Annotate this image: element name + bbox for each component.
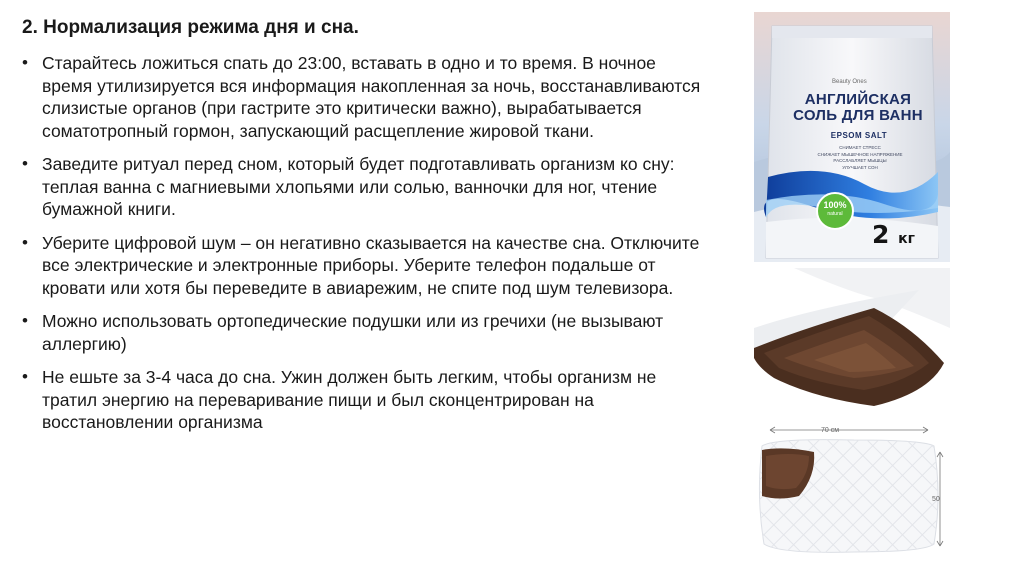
bullet-marker: •	[22, 154, 28, 173]
package-description-line: УЛУЧШАЕТ СОН	[842, 164, 878, 170]
package-description-line: РАССЛАБЛЯЕТ МЫШЦЫ	[833, 158, 887, 163]
weight-unit: кг	[898, 231, 915, 247]
bullet-text: Можно использовать ортопедические подушки или из гречихи (не вызывают аллергию)	[42, 311, 664, 354]
natural-badge	[816, 192, 854, 230]
slide-title: 2. Нормализация режима дня и сна.	[22, 17, 359, 38]
buckwheat-husk-image	[754, 268, 950, 413]
weight-number: 2	[872, 220, 890, 249]
pillow-photo-icon	[754, 416, 950, 564]
bullet-text: Заведите ритуал перед сном, который будет подготавливать организм ко сну: теплая ванна с магниевыми хлопьями или солью, ванночки для ног, чтение бумажной книги.	[42, 154, 675, 219]
package-description-line: СНИМАЕТ СТРЕСС	[839, 145, 881, 150]
package-brand: Beauty Ones	[832, 79, 867, 85]
bullet-marker: •	[22, 367, 28, 386]
bullet-text: Старайтесь ложиться спать до 23:00, вставать в одно и то время. В ночное время утилизируется вся информация накопленная за ночь, восстанавливаются слизистые органов (при гастрите это критически важно), вырабатывается соматотропный гормон, запускающий расщепление жировой ткани.	[42, 53, 701, 141]
bullet-text: Не ешьте за 3-4 часа до сна. Ужин должен быть легким, чтобы организм не тратил энергию на переваривание пищи и был сконцентрирован на восстановлении организма	[42, 367, 657, 432]
bullet-item-digital-noise	[22, 232, 702, 300]
bullet-marker: •	[22, 53, 28, 72]
buckwheat-husk-photo-icon	[754, 268, 950, 413]
bullet-text: Уберите цифровой шум – он негативно сказывается на качестве сна. Отключите все электрические и электронные приборы. Уберите телефон подальше от кровати или хотя бы переведите в авиарежим, не спите под шум телевизора.	[42, 232, 700, 298]
package-description	[812, 145, 908, 171]
pillow-image	[754, 416, 950, 564]
pillow-width-label: 70 см	[821, 427, 840, 434]
badge-label: natural	[827, 211, 843, 217]
salt-package-image	[754, 12, 950, 262]
bullet-item-dinner	[22, 366, 702, 434]
package-subtitle: EPSOM SALT	[830, 131, 888, 140]
bullet-marker: •	[22, 311, 28, 330]
pillow-height-label: 50	[932, 496, 940, 503]
badge-value: 100%	[823, 200, 847, 210]
bullet-item-pillows	[22, 310, 702, 355]
bullet-item-bedtime	[22, 52, 702, 142]
bullet-item-ritual	[22, 153, 702, 221]
package-weight	[872, 220, 915, 249]
package-title: АНГЛИЙСКАЯ СОЛЬ ДЛЯ ВАНН	[793, 91, 923, 124]
package-description-line: СНИЖАЕТ МЫШЕЧНОЕ НАПРЯЖЕНИЕ	[817, 151, 903, 157]
bullet-marker: •	[22, 232, 28, 252]
bullet-list	[22, 52, 702, 445]
